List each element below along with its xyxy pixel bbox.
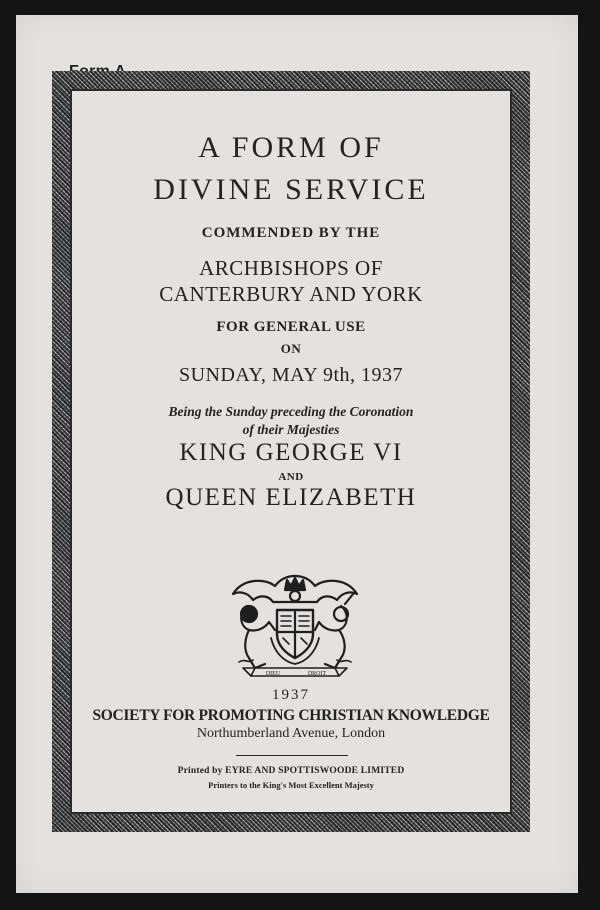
form-label: Form A — [69, 63, 127, 80]
and-text: AND — [278, 471, 304, 483]
commended-text: COMMENDED BY THE — [201, 225, 381, 241]
title-line-2: DIVINE SERVICE — [153, 173, 429, 206]
svg-text:DROIT: DROIT — [307, 671, 327, 677]
title-line-1: A FORM OF — [198, 131, 384, 164]
usage-text: FOR GENERAL USE — [216, 319, 366, 335]
svg-text:DIEU: DIEU — [265, 671, 281, 677]
royal-coat-of-arms-icon — [225, 572, 365, 682]
publisher-name: SOCIETY FOR PROMOTING CHRISTIAN KNOWLEDGE — [92, 707, 490, 724]
printer-line-2: Printers to the King's Most Excellent Majesty — [208, 780, 374, 790]
printer-line-1: Printed by EYRE AND SPOTTISWOODE LIMITED — [177, 766, 405, 776]
publication-year: 1937 — [272, 687, 310, 703]
authority-line-1: ARCHBISHOPS OF — [199, 256, 383, 280]
authority-line-2: CANTERBURY AND YORK — [159, 282, 423, 306]
publisher-address: Northumberland Avenue, London — [196, 726, 386, 741]
on-text: ON — [280, 341, 302, 356]
king-name: KING GEORGE VI — [179, 439, 403, 466]
queen-name: QUEEN ELIZABETH — [165, 484, 417, 511]
divider-rule — [236, 755, 348, 756]
service-date: SUNDAY, MAY 9th, 1937 — [178, 364, 404, 386]
occasion-line-2: of their Majesties — [242, 422, 340, 437]
occasion-line-1: Being the Sunday preceding the Coronation — [168, 404, 414, 419]
